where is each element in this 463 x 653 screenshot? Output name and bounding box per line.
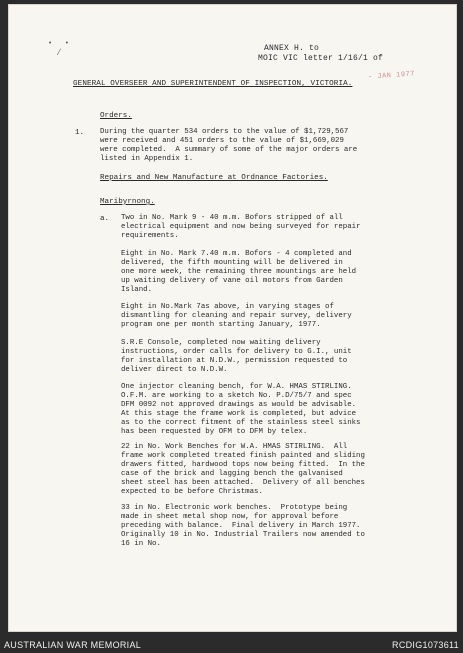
paragraph-bofors-mark9: Two in No. Mark 9 - 40 m.m. Bofors stripped of all electrical equipment and now being surveyed for repair requirements. [121, 214, 361, 241]
footer-record-id: RCDIG1073611 [392, 640, 459, 650]
pen-mark: ⁄ [56, 48, 63, 59]
paragraph-electronic-benches: 33 in No. Electronic work benches. Prototype being made in sheet metal shop now, for approval before preceding with balance. Final delivery in March 1977. Originally 10 in No. Industrial Trailers now amended to 16 in No. [121, 504, 365, 549]
annex-line-2: MOIC VIC letter 1/16/1 of [258, 54, 384, 63]
orders-number: 1. [75, 129, 85, 137]
document-page [8, 4, 457, 632]
paragraph-injector-bench: One injector cleaning bench, for W.A. HMAS STIRLING. O.F.M. are working to a sketch No. P.D/75/7 and spec DFM 0092 not approved drawings as would be advisable. At this stage the frame work is completed, but advice as to the correct fitment of the stainless steel sinks has been requested by OFM to DFM by telex. [121, 383, 361, 437]
date-stamp: - JAN 1977 [367, 70, 416, 82]
annex-reference [258, 44, 383, 64]
repairs-title: Repairs and New Manufacture at Ordnance Factories. [100, 174, 328, 182]
paragraph-sre-console: S.R.E Console, completed now waiting delivery instructions, order calls for delivery to G.I., unit for installation at N.D.W., permission requested to deliver direct to N.D.W. [121, 339, 352, 375]
maribyrnong-title: Maribyrnong. [100, 198, 155, 206]
annex-line-1: ANNEX H. to [264, 44, 320, 53]
item-letter-a: a. [100, 215, 110, 223]
orders-text: During the quarter 534 orders to the value of $1,729,567 were received and 451 orders to the value of $1,669,029 were completed. A summary of some of the major orders are listed in Appendix 1. [100, 128, 358, 164]
paragraph-work-benches: 22 in No. Work Benches for W.A. HMAS STIRLING. All frame work completed treated finish painted and sliding drawers fitted, hardwood tops now being fitted. In the case of the brick and lagging bench the galvanised sheet steel has been attached. Delivery of all benches expected to be before Christmas. [121, 443, 365, 497]
punch-hole-mark: • • [48, 40, 70, 48]
document-heading: GENERAL OVERSEER AND SUPERINTENDENT OF INSPECTION, VICTORIA. [73, 80, 353, 88]
footer-bar [0, 638, 463, 653]
paragraph-dismantling: Eight in No.Mark 7as above, in varying stages of dismantling for cleaning and repair survey, delivery program one per month starting January, 1977. [121, 303, 352, 330]
paragraph-bofors-mark7: Eight in No. Mark 7.40 m.m. Bofors - 4 completed and delivered, the fifth mounting will be delivered in one more week, the remaining three mountings are held up waiting delivery of vane oil motors from Garden Island. [121, 250, 357, 295]
footer-source: AUSTRALIAN WAR MEMORIAL [4, 640, 142, 650]
orders-title: Orders. [100, 112, 132, 120]
